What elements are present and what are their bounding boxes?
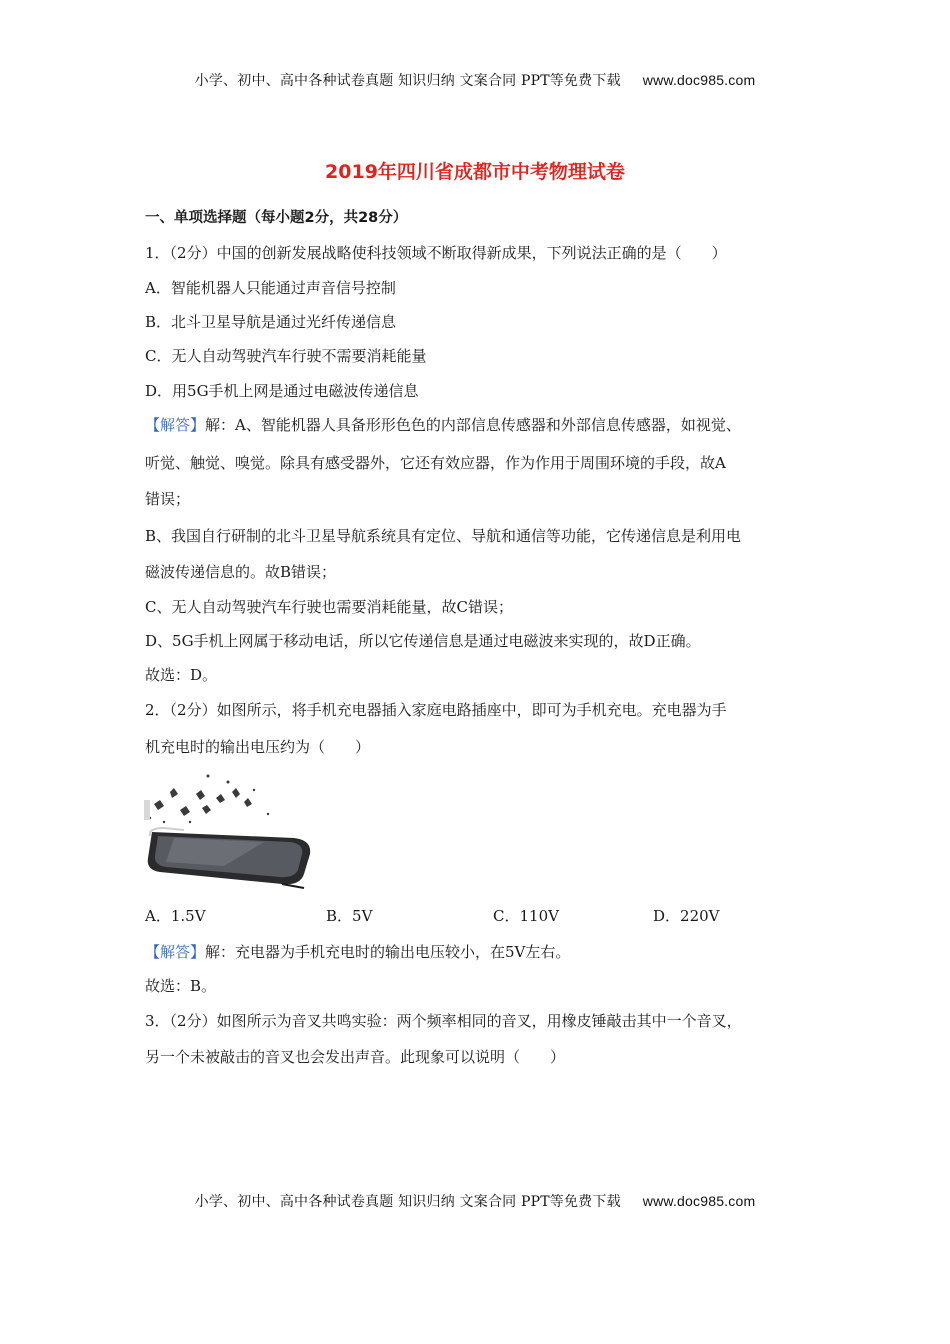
q1-answer-line-4: B、我国自行研制的北斗卫星导航系统具有定位、导航和通信等功能，它传递信息是利用电 — [145, 527, 742, 545]
phone-charging-figure — [144, 770, 316, 890]
q1-answer-text-1: 解：A、智能机器人具备形形色色的内部信息传感器和外部信息传感器，如视觉、 — [205, 416, 741, 434]
q2-option-c: C．110V — [493, 907, 559, 925]
phone-image — [144, 770, 316, 890]
q2-stem-line-2: 机充电时的输出电压约为（ ） — [145, 738, 371, 756]
q1-option-b: B．北斗卫星导航是通过光纤传递信息 — [145, 313, 397, 331]
q3-stem-line-2: 另一个未被敲击的音叉也会发出声音。此现象可以说明（ ） — [145, 1048, 566, 1066]
q2-answer-line — [145, 942, 570, 962]
q1-answer-line-3: 错误； — [145, 490, 191, 508]
q1-answer-line-1 — [145, 415, 741, 435]
q2-stem-line-1: 2．（2分）如图所示，将手机充电器插入家庭电路插座中，即可为手机充电。充电器为手 — [145, 701, 727, 719]
q2-option-b: B．5V — [326, 907, 373, 925]
q3-stem-line-1: 3．（2分）如图所示为音叉共鸣实验：两个频率相同的音叉，用橡皮锤敲击其中一个音叉， — [145, 1012, 742, 1030]
footer-url[interactable]: www.doc985.com — [642, 1193, 756, 1209]
q2-answer-tag: 【解答】 — [145, 943, 206, 961]
q1-option-d: D．用5G手机上网是通过电磁波传递信息 — [145, 382, 419, 400]
exam-title: 2019年四川省成都市中考物理试卷 — [325, 161, 625, 183]
q1-choice: 故选：D。 — [145, 666, 218, 684]
q1-answer-line-6: C、无人自动驾驶汽车行驶也需要消耗能量，故C错误； — [145, 598, 513, 616]
q2-option-a: A．1.5V — [145, 907, 206, 925]
header-url[interactable]: www.doc985.com — [642, 72, 756, 88]
q1-option-a: A．智能机器人只能通过声音信号控制 — [145, 279, 396, 297]
q1-answer-line-2: 听觉、触觉、嗅觉。除具有感受器外，它还有效应器，作为作用于周围环境的手段，故A — [145, 454, 726, 472]
q2-option-d: D．220V — [653, 907, 720, 925]
q1-option-c: C．无人自动驾驶汽车行驶不需要消耗能量 — [145, 347, 427, 365]
page-header — [0, 70, 950, 90]
q2-choice: 故选：B。 — [145, 977, 217, 995]
q2-answer-text: 解：充电器为手机充电时的输出电压较小，在5V左右。 — [205, 943, 571, 961]
q1-answer-line-7: D、5G手机上网属于移动电话，所以它传递信息是通过电磁波来实现的，故D正确。 — [145, 632, 701, 650]
section-heading: 一、单项选择题（每小题2分，共28分） — [145, 210, 408, 226]
page-footer — [0, 1191, 950, 1211]
q1-stem: 1．（2分）中国的创新发展战略使科技领域不断取得新成果，下列说法正确的是（ ） — [145, 244, 727, 262]
header-text: 小学、初中、高中各种试卷真题 知识归纳 文案合同 PPT等免费下载 — [194, 73, 621, 89]
footer-text: 小学、初中、高中各种试卷真题 知识归纳 文案合同 PPT等免费下载 — [194, 1194, 621, 1210]
q1-answer-line-5: 磁波传递信息的。故B错误； — [145, 563, 337, 581]
q1-answer-tag: 【解答】 — [145, 416, 206, 434]
